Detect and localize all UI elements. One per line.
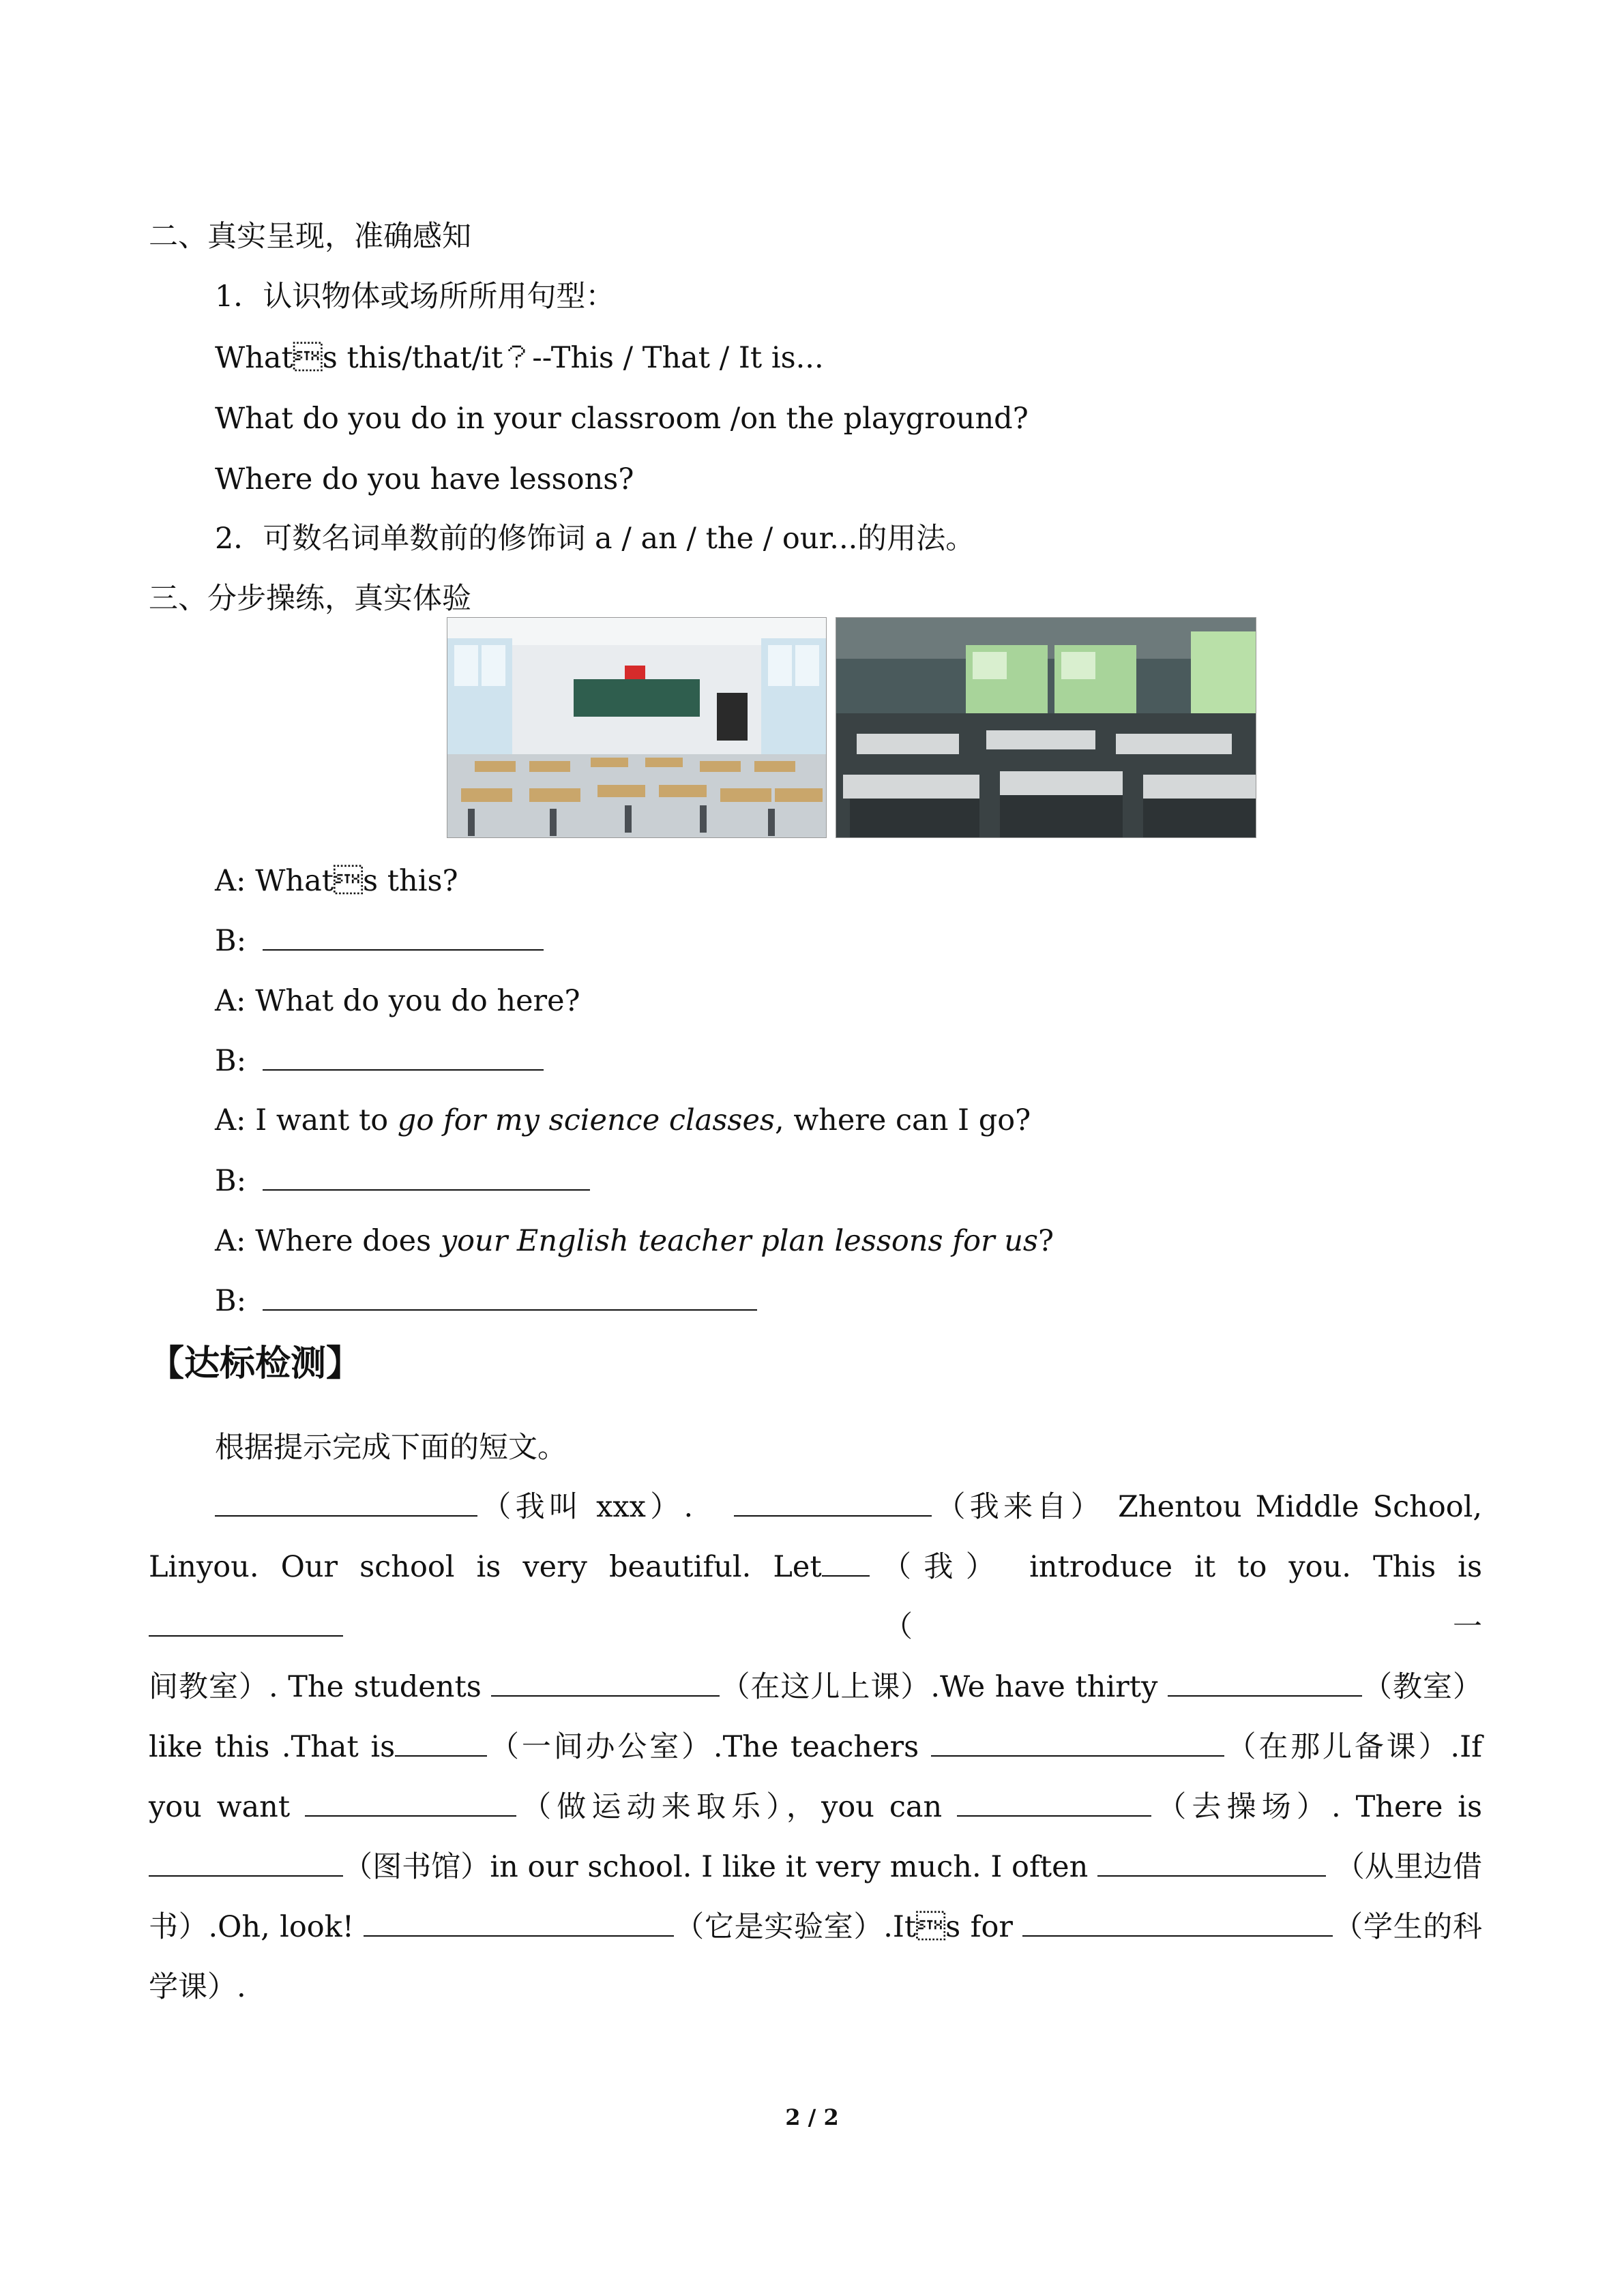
cloze-line-3 <box>149 1657 1482 1717</box>
cloze-text: 学课）. <box>149 1970 246 2004</box>
cloze-text: （在这儿上课）.We have thirty <box>720 1670 1158 1704</box>
dialogue-a3 <box>215 1100 1031 1141</box>
a4-text-em: your English teacher plan lessons for us <box>440 1224 1038 1258</box>
science-lab-photo <box>836 617 1256 838</box>
cloze-text: （去操场）. <box>1151 1790 1341 1824</box>
a3-text-em: go for my science classes <box>397 1103 776 1137</box>
cloze-blank[interactable] <box>1022 1908 1333 1937</box>
cloze-text: （我来自） <box>932 1490 1105 1524</box>
cloze-text: （我） <box>869 1550 1008 1584</box>
cloze-line-2 <box>149 1537 1482 1657</box>
cloze-text: 间教室）. The students <box>149 1670 482 1704</box>
answer-blank[interactable] <box>263 1282 757 1311</box>
dialogue-b4-row <box>215 1281 757 1322</box>
cloze-text: （一间办公室）.The <box>487 1730 779 1764</box>
cloze-text: （教室） <box>1362 1670 1482 1704</box>
answer-blank[interactable] <box>263 1042 544 1071</box>
section2-heading: 二、真实呈现，准确感知 <box>149 220 471 254</box>
dialogue-b1-label: B: <box>215 924 247 958</box>
cloze-text: this <box>214 1730 270 1764</box>
cloze-text: like <box>149 1730 203 1764</box>
pattern2: What do you do in your classroom /on the playground? <box>215 402 1029 436</box>
cloze-text: is <box>370 1730 396 1764</box>
cloze-text: want <box>216 1790 291 1824</box>
cloze-line-7 <box>149 1897 1482 1957</box>
cloze-blank[interactable] <box>149 1608 343 1637</box>
cloze-line-1 <box>149 1477 1482 1537</box>
cloze-text: Middle <box>1255 1490 1359 1524</box>
cloze-text: （一 <box>343 1610 1482 1644</box>
cloze-text: （它是实验室）.Its for <box>674 1910 1013 1944</box>
cloze-blank[interactable] <box>1097 1848 1326 1877</box>
dialogue-b3-row <box>215 1161 590 1202</box>
cloze-line-5 <box>149 1777 1482 1837</box>
cloze-blank[interactable] <box>149 1848 343 1877</box>
dialogue-b1-row <box>215 921 544 961</box>
section3-heading: 三、分步操练，真实体验 <box>149 582 471 616</box>
dialogue-b2-row <box>215 1041 544 1082</box>
a4-text-pre: A: Where does <box>215 1224 441 1258</box>
item2-title: 2．可数名词单数前的修饰词 a / an / the / our...的用法。 <box>215 522 975 556</box>
cloze-blank[interactable] <box>822 1548 870 1577</box>
pattern3: Where do you have lessons? <box>215 462 634 496</box>
cloze-blank[interactable] <box>957 1788 1151 1817</box>
dialogue-b4-label: B: <box>215 1284 247 1318</box>
cloze-text: .That <box>281 1730 359 1764</box>
cloze-line-6 <box>149 1837 1482 1897</box>
cloze-line-4 <box>149 1717 1482 1777</box>
answer-blank[interactable] <box>263 922 544 951</box>
test-heading: 【达标检测】 <box>149 1343 362 1384</box>
cloze-text: Zhentou <box>1118 1490 1242 1524</box>
cloze-text: 书）.Oh, look! <box>149 1910 354 1944</box>
test-instruction: 根据提示完成下面的短文。 <box>215 1431 567 1465</box>
dialogue-b3-label: B: <box>215 1164 247 1198</box>
cloze-blank[interactable] <box>364 1908 674 1937</box>
a4-text-post: ? <box>1038 1224 1054 1258</box>
page-number: 2 / 2 <box>785 2104 839 2130</box>
cloze-text: School, <box>1372 1490 1483 1524</box>
cloze-text: Linyou. Our school is very beautiful. Let <box>149 1550 822 1584</box>
cloze-text: （做运动来取乐），you <box>516 1790 874 1824</box>
cloze-blank[interactable] <box>1168 1668 1362 1697</box>
lab-image <box>836 618 1256 837</box>
cloze-text: There <box>1355 1790 1443 1824</box>
cloze-blank[interactable] <box>931 1728 1224 1757</box>
classroom-photo <box>447 617 827 838</box>
cloze-line-8 <box>149 1957 1482 2017</box>
cloze-blank[interactable] <box>395 1728 487 1757</box>
cloze-text: （图书馆）in our school. I like it very much. I often <box>343 1850 1089 1884</box>
cloze-text: introduce it to you. This is <box>1029 1550 1483 1584</box>
cloze-text: （从里边借 <box>1335 1850 1482 1884</box>
a3-text-pre: A: I want to <box>215 1103 398 1137</box>
cloze-blank[interactable] <box>305 1788 516 1817</box>
cloze-blank[interactable] <box>215 1488 477 1517</box>
cloze-text: can <box>889 1790 943 1824</box>
cloze-blank[interactable] <box>491 1668 720 1697</box>
cloze-text: teachers <box>790 1730 919 1764</box>
cloze-text: you <box>149 1790 202 1824</box>
dialogue-a4 <box>215 1221 1054 1262</box>
cloze-paragraph <box>149 1477 1482 2017</box>
dialogue-b2-label: B: <box>215 1044 247 1078</box>
cloze-text: （在那儿备课）.If <box>1224 1730 1482 1764</box>
cloze-text: （我叫 xxx）. <box>477 1490 694 1524</box>
pattern1: Whats this/that/it？--This / That / It is... <box>215 341 824 375</box>
a3-text-post: , where can I go? <box>775 1103 1031 1137</box>
cloze-text: is <box>1458 1790 1483 1824</box>
classroom-image <box>447 618 826 837</box>
dialogue-a2: A: What do you do here? <box>215 984 580 1018</box>
item1-title: 1．认识物体或场所所用句型： <box>215 280 615 314</box>
cloze-text: （学生的科 <box>1333 1910 1483 1944</box>
cloze-blank[interactable] <box>734 1488 932 1517</box>
dialogue-a1: A: Whats this? <box>215 864 458 898</box>
answer-blank[interactable] <box>263 1162 590 1191</box>
